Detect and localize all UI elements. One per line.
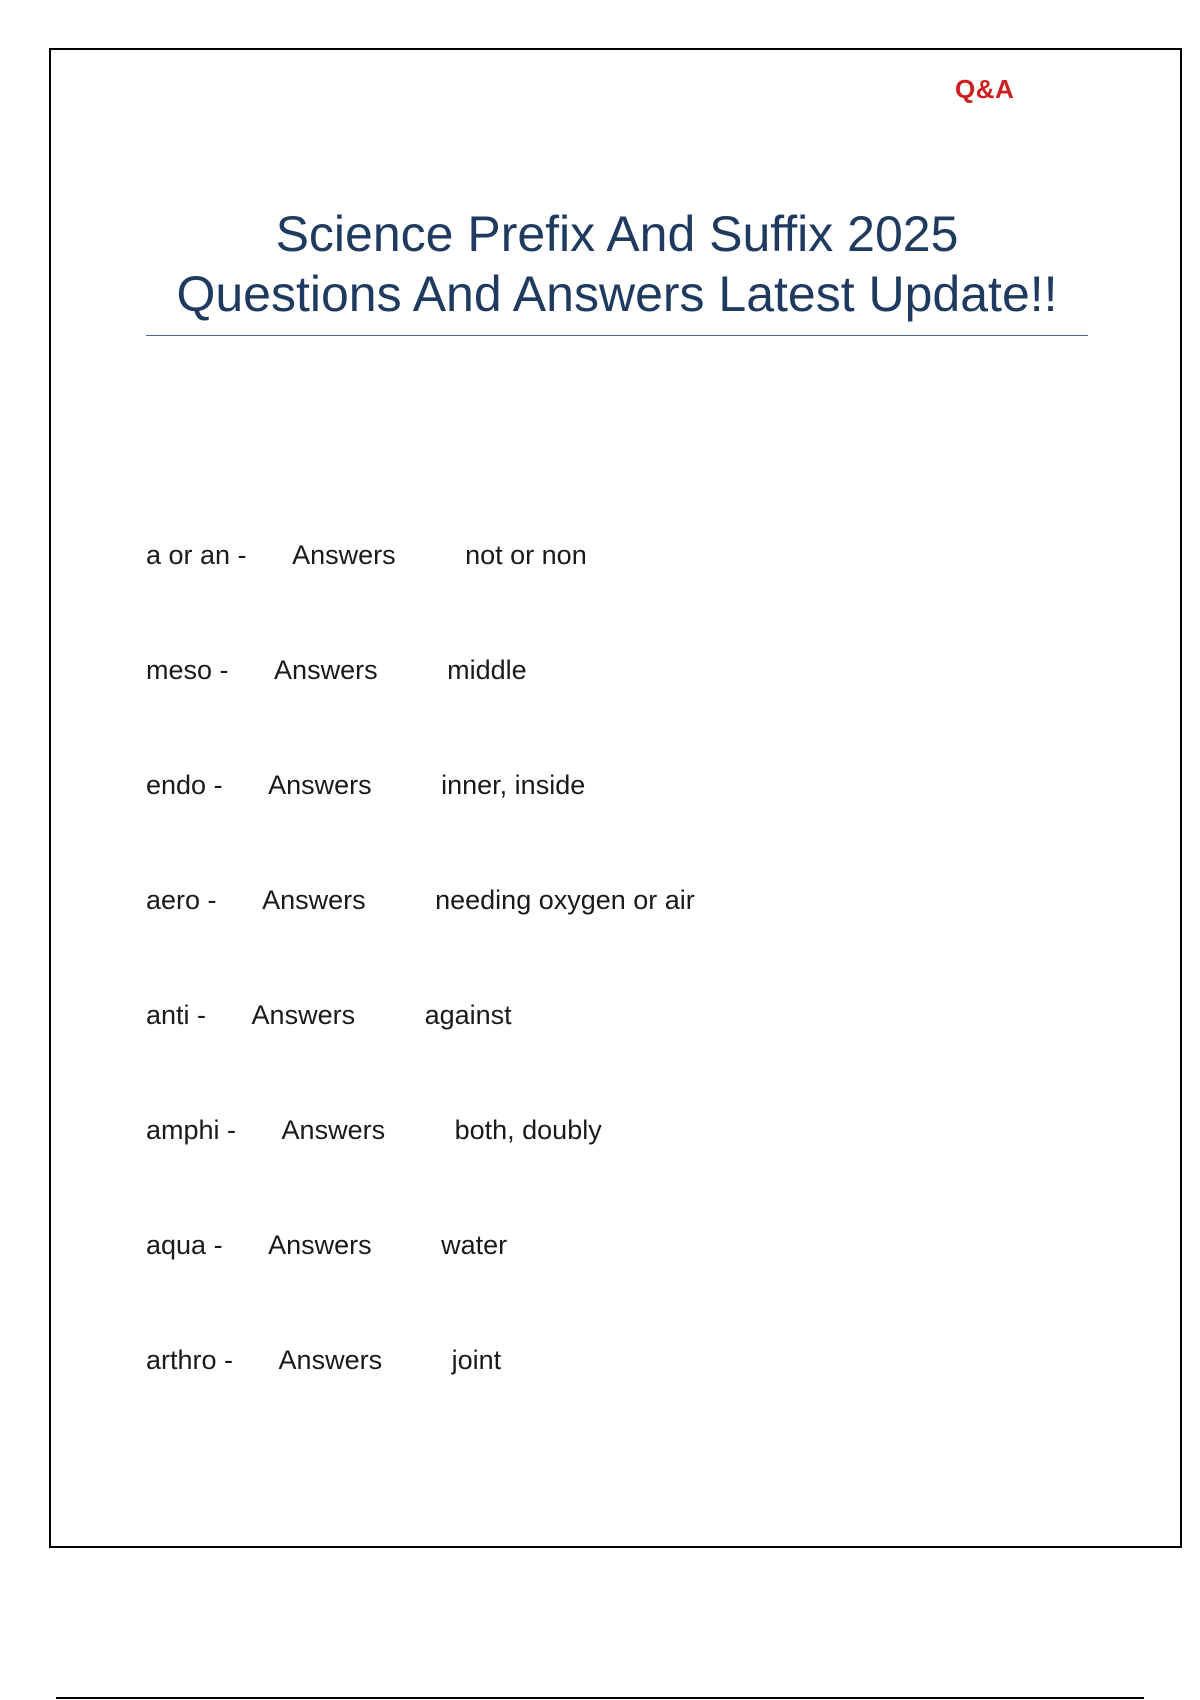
- title-line-2: Questions And Answers Latest Update!!: [176, 266, 1058, 322]
- qa-answer: against: [424, 1000, 512, 1030]
- qa-term: aero -: [146, 885, 217, 915]
- qa-item: [146, 650, 1046, 765]
- qa-item: [146, 880, 1046, 995]
- title-underline: [146, 335, 1088, 336]
- qa-answer: inner, inside: [441, 770, 586, 800]
- qa-badge: Q&A: [955, 74, 1015, 104]
- qa-item: [146, 535, 1046, 650]
- qa-term: arthro -: [146, 1345, 234, 1375]
- qa-list: [146, 535, 1046, 1455]
- qa-answer: middle: [447, 655, 527, 685]
- qa-term: anti -: [146, 1000, 207, 1030]
- qa-answer: both, doubly: [454, 1115, 602, 1145]
- footer-divider: [56, 1697, 1144, 1699]
- qa-answer: water: [441, 1230, 508, 1260]
- qa-term: meso -: [146, 655, 229, 685]
- qa-answer: needing oxygen or air: [435, 885, 695, 915]
- qa-answers-label: Answers: [268, 1230, 372, 1260]
- qa-answers-label: Answers: [278, 1345, 383, 1375]
- qa-term: aqua -: [146, 1230, 223, 1260]
- qa-term: a or an -: [146, 540, 247, 570]
- qa-item: [146, 765, 1046, 880]
- qa-answers-label: Answers: [281, 1115, 386, 1145]
- qa-item: [146, 1110, 1046, 1225]
- qa-item: [146, 1340, 1046, 1455]
- qa-term: endo -: [146, 770, 223, 800]
- qa-answer: joint: [451, 1345, 502, 1375]
- qa-item: [146, 995, 1046, 1110]
- title-line-1: Science Prefix And Suffix 2025: [275, 206, 959, 262]
- qa-answers-label: Answers: [251, 1000, 356, 1030]
- page-title: [146, 204, 1088, 324]
- qa-answers-label: Answers: [268, 770, 372, 800]
- qa-answers-label: Answers: [274, 655, 378, 685]
- qa-item: [146, 1225, 1046, 1340]
- qa-term: amphi -: [146, 1115, 237, 1145]
- qa-answers-label: Answers: [262, 885, 366, 915]
- qa-answer: not or non: [465, 540, 587, 570]
- qa-answers-label: Answers: [292, 540, 396, 570]
